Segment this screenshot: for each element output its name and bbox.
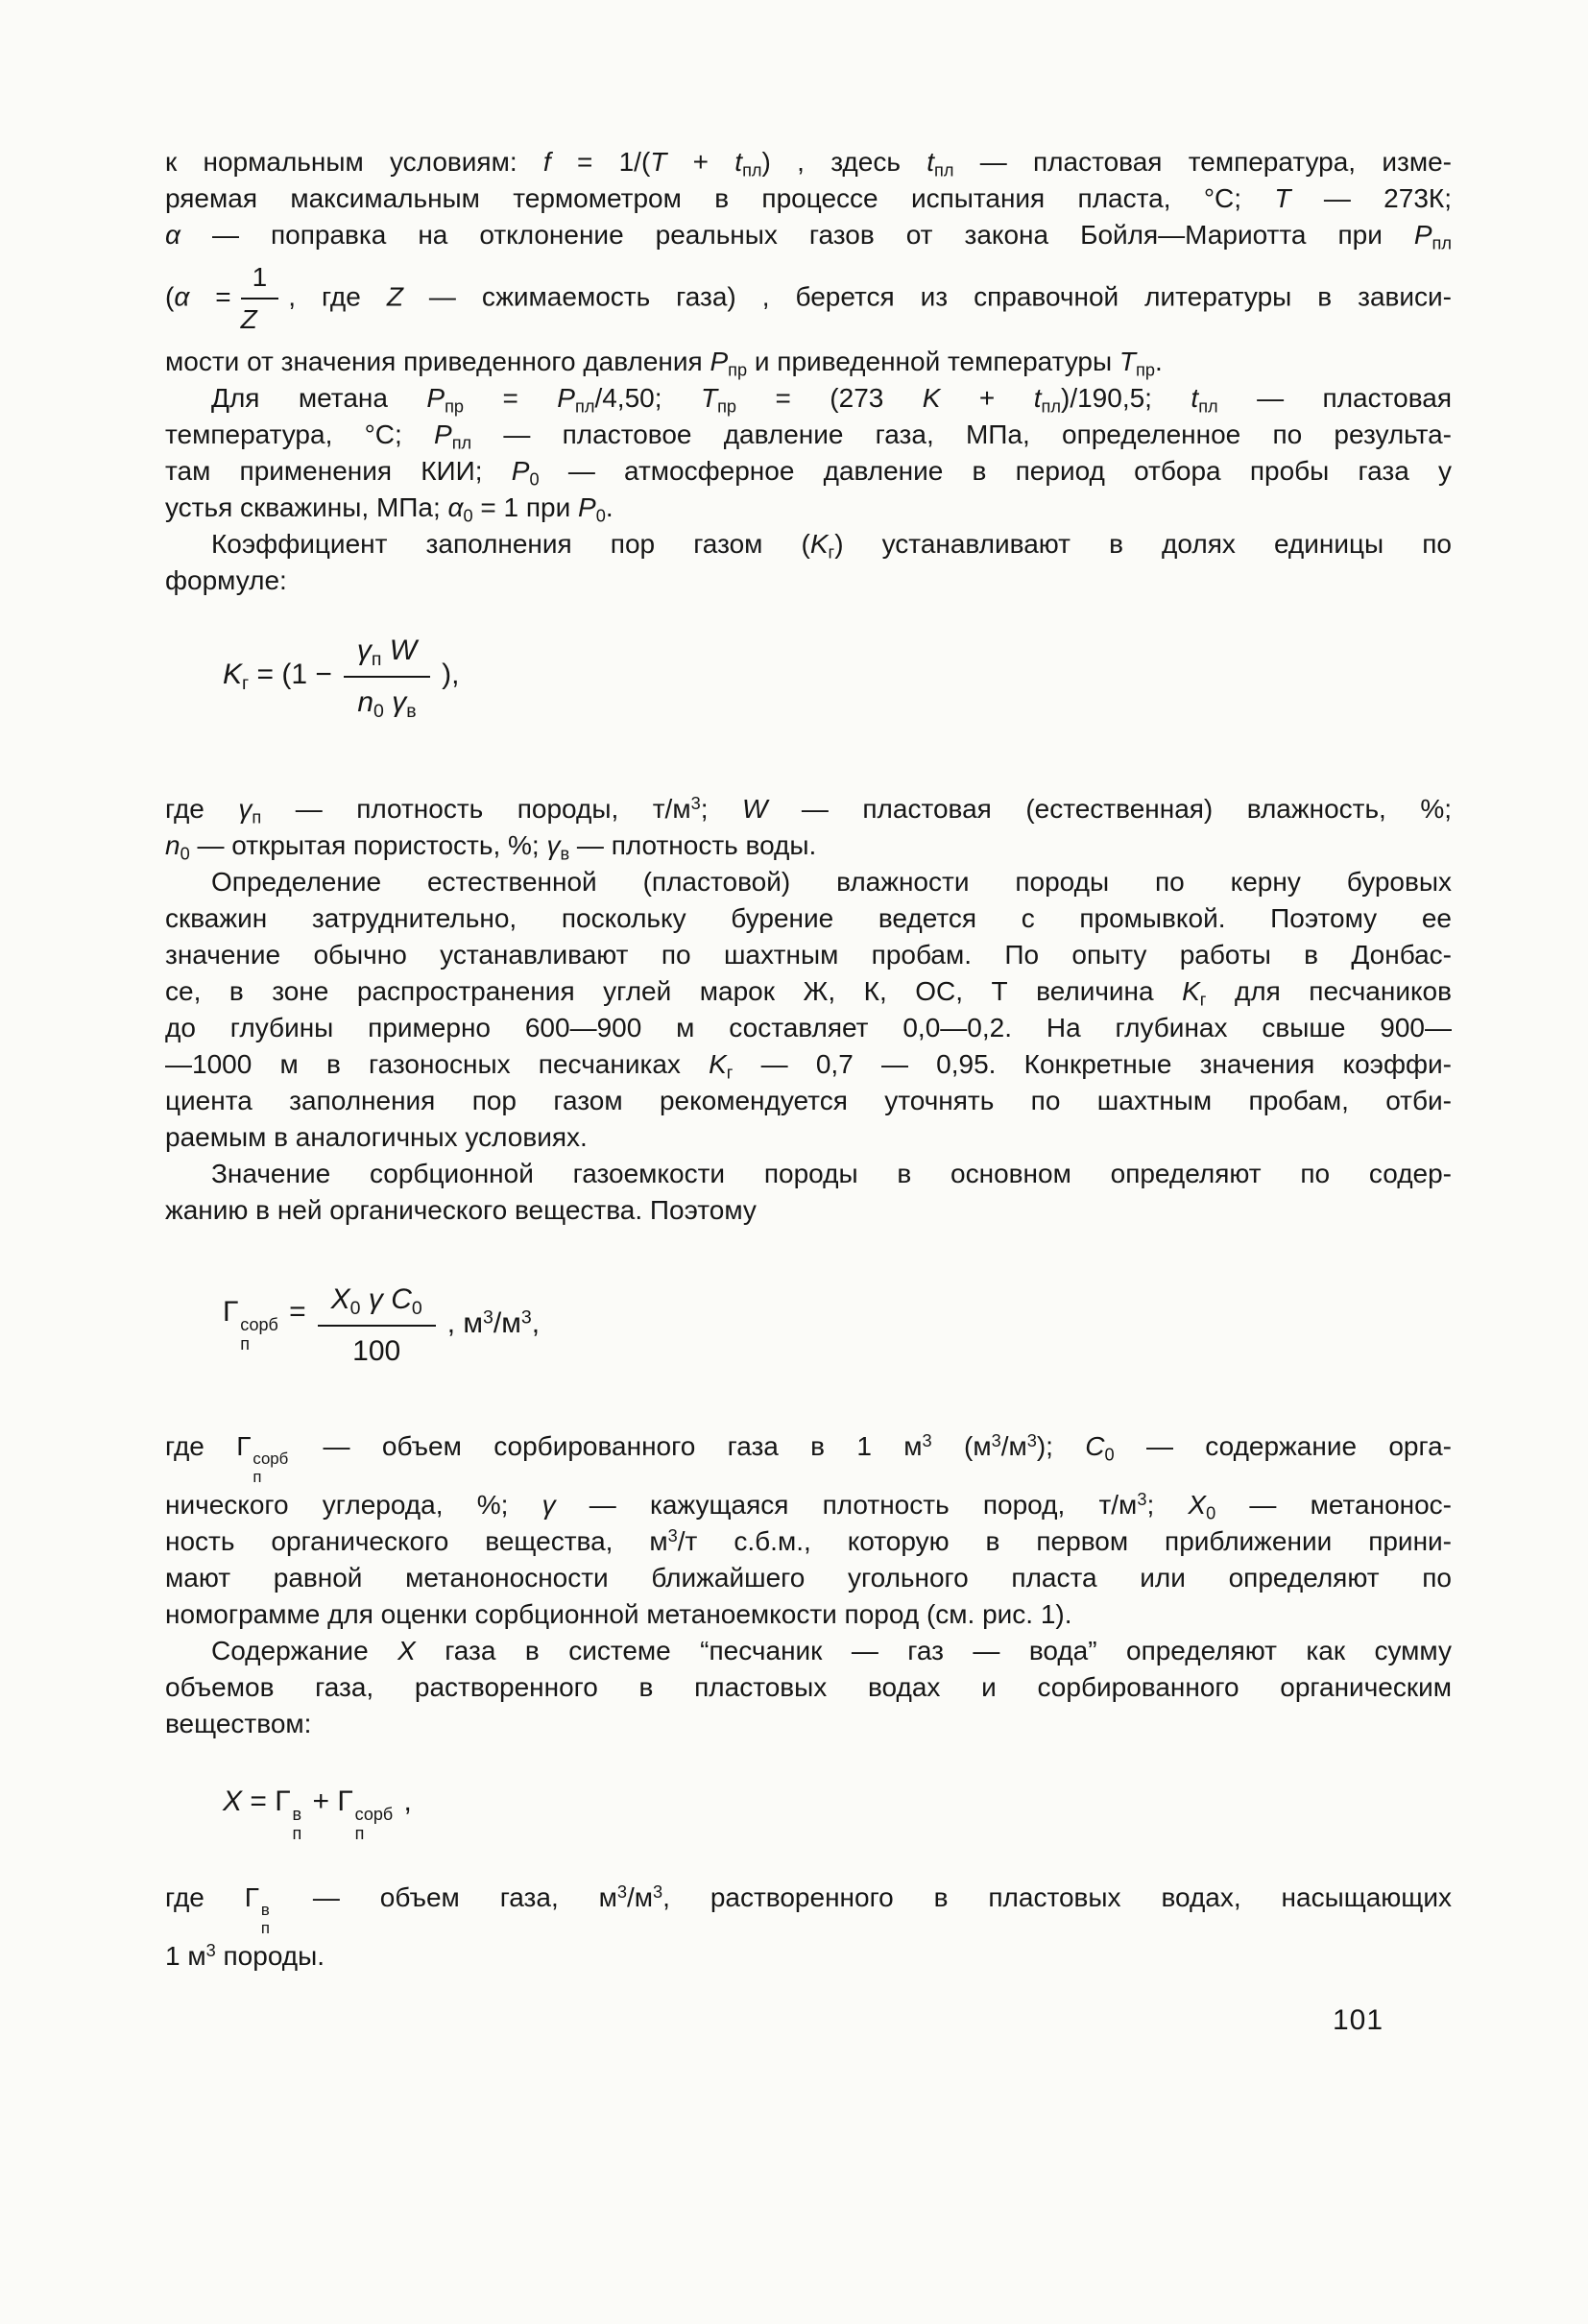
inline-fraction	[241, 259, 279, 338]
text-line: 1 $м^3$ породы.	[165, 1940, 325, 1971]
fraction-trail-text: , где Z — сжимаемость газа) , берется из справочной литературы в зависи-	[288, 281, 1452, 312]
text-line: мости от значения приведенного давления $P_{пр}$ и приведенной температуры $T_{пр}$.	[165, 347, 1163, 380]
text-line: раемым в аналогичных условиях.	[165, 1122, 588, 1152]
formula-kg	[165, 628, 1452, 722]
text-line: Определение естественной (пластовой) влажности породы по керну буровых	[211, 867, 1452, 897]
text-line-with-fraction	[165, 253, 1452, 344]
text-line: жанию в ней органического вещества. Поэтому	[165, 1195, 757, 1225]
paragraph	[165, 526, 1452, 599]
paragraph	[165, 380, 1452, 526]
paragraph	[165, 791, 1452, 864]
formula-fraction	[344, 628, 430, 722]
formula-left: Г сорб п =	[223, 1296, 306, 1354]
text-line: температура, °С; $P_{пл}$ — пластовое давление газа, МПа, определенное по результа-	[165, 419, 1452, 453]
text-line: $n_0$ — открытая пористость, %; $\gamma_в$ — плотность воды.	[165, 830, 817, 864]
formula-sorb	[165, 1277, 1452, 1371]
text-line: скважин затруднительно, поскольку бурение ведется с промывкой. Поэтому ее	[165, 903, 1452, 933]
paragraph	[165, 864, 1452, 1156]
paragraph	[165, 1633, 1452, 1742]
text-line: формуле:	[165, 565, 287, 595]
text-line: где Г в п — объем газа, $м^3/м^3$, растворенного в пластовых водах, насыщающих	[165, 1881, 1452, 1938]
fraction-denominator: Z	[240, 304, 257, 334]
paragraph	[165, 253, 1452, 380]
text-line: циента заполнения пор газом рекомендуется уточнять по шахтным пробам, отби-	[165, 1086, 1452, 1115]
text-line: до глубины примерно 600—900 м составляет 0,0—0,2. На глубинах свыше 900—	[165, 1013, 1452, 1042]
text-line: значение обычно устанавливают по шахтным пробам. По опыту работы в Донбас-	[165, 940, 1452, 970]
page-number: 101	[1333, 2004, 1384, 2036]
text-line: устья скважины, МПа; $\alpha_0 = 1$ при $P_0$.	[165, 492, 614, 526]
paragraph	[165, 1156, 1452, 1229]
text-line: ряемая максимальным термометром в процессе испытания пласта, °С; T — 273К;	[165, 183, 1452, 213]
fraction-numerator: 1	[241, 259, 279, 299]
formula-text: X = Г в п + Г сорб п ,	[223, 1785, 412, 1843]
fraction-lead-text: (α =	[165, 281, 231, 312]
text-line: мают равной метаноносности ближайшего угольного пласта или определяют по	[165, 1562, 1452, 1593]
text-line: нического углерода, %; γ — кажущаяся плотность пород, $т/м^3$; $X_0$ — метанонос-	[165, 1489, 1453, 1523]
text-line: Содержание X газа в системе “песчаник — газ — вода” определяют как сумму	[211, 1635, 1452, 1665]
formula-left: $K_г = (1$ −	[223, 659, 332, 694]
text-line: Значение сорбционной газоемкости породы в основном определяют по содер-	[211, 1159, 1452, 1188]
fraction-numerator: $\gamma_п$ W	[344, 628, 430, 678]
text-line: —1000 м в газоносных песчаниках $K_г$ — 0,7 — 0,95. Конкретные значения коэффи-	[165, 1049, 1452, 1083]
text-line: Для метана $P_{пр} = P_{пл}/4,50$; $T_{пр} = (273$ $K + t_{пл})/190,5$; $t_{пл}$ — пластовая	[211, 383, 1453, 417]
formula-x	[165, 1783, 1452, 1843]
text-line: там применения КИИ; $P_0$ — атмосферное давление в период отбора пробы газа у	[165, 456, 1452, 490]
paragraph	[165, 144, 1452, 253]
fraction-denominator: $n_0$ $\gamma_в$	[357, 686, 417, 722]
paragraph	[165, 1428, 1452, 1633]
paragraph	[165, 1880, 1452, 1975]
text-line: ность органического вещества, $м^3/т$ с.б.м., которую в первом приближении прини-	[165, 1525, 1452, 1556]
text-line: веществом:	[165, 1708, 312, 1738]
text-line: Коэффициент заполнения пор газом $(K_г)$ устанавливают в долях единицы по	[211, 529, 1453, 563]
formula-fraction	[318, 1277, 436, 1371]
formula-right: ),	[442, 659, 460, 690]
text-line: номограмме для оценки сорбционной метаноемкости пород (см. рис. 1).	[165, 1598, 1072, 1629]
text-line: где $\gamma_п$ — плотность породы, $т/м^3$; W — пластовая (естественная) влажность, %;	[165, 793, 1452, 827]
fraction-denominator: 100	[352, 1335, 401, 1367]
text-line: где Г сорб п — объем сорбированного газа в 1 $м^3$ $(м^3/м^3)$; $C_0$ — содержание орга-	[165, 1430, 1452, 1487]
text-line: α — поправка на отклонение реальных газов от закона Бойля—Мариотта при $P_{пл}$	[165, 220, 1452, 253]
text-line: объемов газа, растворенного в пластовых водах и сорбированного органическим	[165, 1671, 1452, 1702]
text-line: к нормальным условиям: $f = 1/(T + t_{пл})$ , здесь $t_{пл}$ — пластовая температура, изме-	[165, 147, 1452, 180]
text-line: се, в зоне распространения углей марок Ж, К, ОС, Т величина $K_г$ для песчаников	[165, 976, 1452, 1010]
formula-right: , $м^3/м^3$,	[446, 1306, 541, 1339]
fraction-numerator: $X_0$ γ $C_0$	[318, 1277, 436, 1327]
text-column	[165, 144, 1452, 1975]
